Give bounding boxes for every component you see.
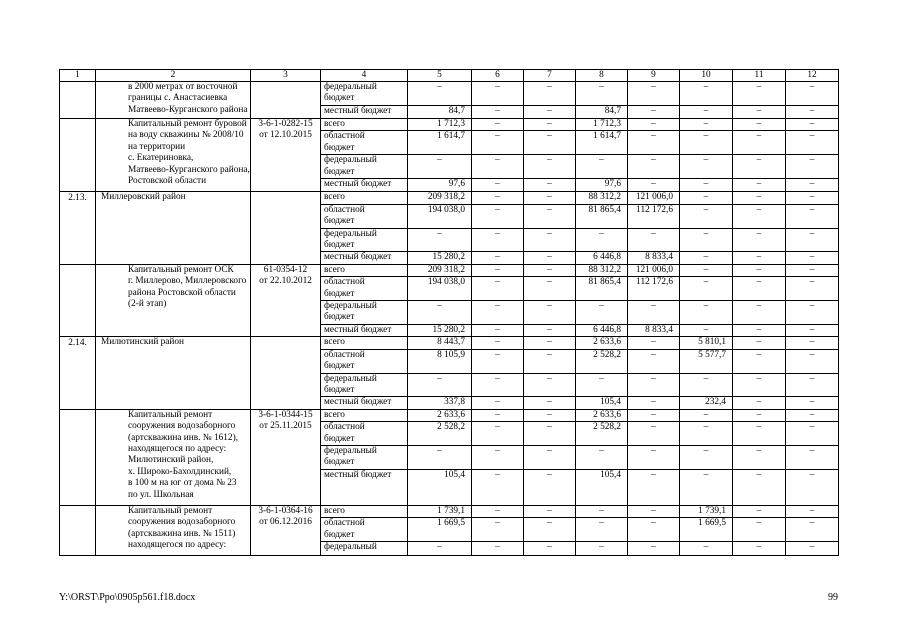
item-number-cell: [60, 409, 96, 505]
table-row: [60, 409, 839, 421]
amount-cell: –: [524, 542, 576, 556]
amount-cell: –: [472, 192, 524, 204]
column-header: 12: [786, 70, 839, 82]
amount-cell: –: [524, 192, 576, 204]
amount-cell: 232,4: [680, 397, 733, 409]
amount-cell: –: [680, 131, 733, 155]
amount-cell: –: [472, 445, 524, 469]
amount-cell: 2 633,6: [576, 409, 628, 421]
amount-cell: –: [524, 397, 576, 409]
amount-cell: –: [524, 422, 576, 446]
funding-source-cell: всего: [321, 192, 408, 204]
amount-cell: –: [786, 324, 839, 336]
amount-cell: –: [524, 373, 576, 397]
amount-cell: –: [472, 518, 524, 542]
amount-cell: –: [680, 179, 733, 192]
amount-cell: 105,4: [408, 469, 472, 505]
amount-cell: 1 614,7: [576, 131, 628, 155]
amount-cell: –: [472, 422, 524, 446]
amount-cell: –: [628, 179, 680, 192]
amount-cell: –: [524, 228, 576, 252]
amount-cell: 2 528,2: [408, 422, 472, 446]
amount-cell: –: [576, 542, 628, 556]
amount-cell: –: [576, 373, 628, 397]
table-row: [60, 82, 839, 106]
amount-cell: 1 739,1: [680, 505, 733, 517]
amount-cell: –: [733, 192, 786, 204]
item-number-cell: [60, 505, 96, 555]
amount-cell: 1 614,7: [408, 131, 472, 155]
amount-cell: –: [408, 82, 472, 106]
amount-cell: –: [472, 228, 524, 252]
amount-cell: –: [576, 445, 628, 469]
amount-cell: –: [472, 179, 524, 192]
amount-cell: –: [786, 204, 839, 228]
item-number-cell: 2.13.: [60, 192, 96, 264]
amount-cell: –: [733, 155, 786, 179]
amount-cell: –: [786, 301, 839, 325]
amount-cell: –: [628, 82, 680, 106]
amount-cell: –: [733, 422, 786, 446]
column-header: 9: [628, 70, 680, 82]
object-name-cell: Капитальный ремонт сооружения водозаборного (артскважина инв. № 1511) находящегося по адресу:: [96, 505, 251, 555]
amount-cell: –: [786, 505, 839, 517]
amount-cell: 8 443,7: [408, 337, 472, 349]
page-number: 99: [828, 592, 838, 603]
amount-cell: –: [524, 131, 576, 155]
budget-table: [59, 69, 839, 556]
amount-cell: 84,7: [576, 105, 628, 118]
amount-cell: –: [524, 518, 576, 542]
amount-cell: –: [628, 422, 680, 446]
funding-source-cell: федеральный бюджет: [321, 82, 408, 106]
amount-cell: –: [628, 505, 680, 517]
amount-cell: –: [472, 252, 524, 264]
amount-cell: –: [680, 409, 733, 421]
amount-cell: –: [733, 264, 786, 276]
amount-cell: –: [786, 469, 839, 505]
amount-cell: –: [524, 105, 576, 118]
amount-cell: –: [733, 277, 786, 301]
funding-source-cell: федеральный бюджет: [321, 373, 408, 397]
amount-cell: 5 577,7: [680, 349, 733, 373]
funding-source-cell: федеральный бюджет: [321, 228, 408, 252]
amount-cell: –: [628, 397, 680, 409]
amount-cell: –: [628, 337, 680, 349]
column-header: 4: [321, 70, 408, 82]
column-header: 1: [60, 70, 96, 82]
amount-cell: –: [408, 155, 472, 179]
amount-cell: 6 446,8: [576, 324, 628, 336]
amount-cell: –: [786, 82, 839, 106]
document-cell: [251, 337, 321, 409]
amount-cell: –: [733, 542, 786, 556]
funding-source-cell: местный бюджет: [321, 105, 408, 118]
amount-cell: –: [524, 505, 576, 517]
amount-cell: –: [472, 373, 524, 397]
funding-source-cell: областной бюджет: [321, 277, 408, 301]
amount-cell: –: [472, 397, 524, 409]
amount-cell: 1 669,5: [408, 518, 472, 542]
amount-cell: –: [680, 252, 733, 264]
column-header: 6: [472, 70, 524, 82]
document-cell: [251, 82, 321, 119]
funding-source-cell: федеральный бюджет: [321, 445, 408, 469]
amount-cell: –: [680, 301, 733, 325]
amount-cell: –: [628, 301, 680, 325]
amount-cell: –: [472, 409, 524, 421]
amount-cell: 6 446,8: [576, 252, 628, 264]
funding-source-cell: местный бюджет: [321, 324, 408, 336]
amount-cell: –: [733, 397, 786, 409]
column-header: 11: [733, 70, 786, 82]
amount-cell: 121 006,0: [628, 264, 680, 276]
amount-cell: –: [786, 131, 839, 155]
document-cell: [251, 192, 321, 264]
amount-cell: 194 038,0: [408, 277, 472, 301]
amount-cell: 1 669,5: [680, 518, 733, 542]
document-cell: 61-0354-12 от 22.10.2012: [251, 264, 321, 336]
amount-cell: –: [472, 542, 524, 556]
object-name-cell: Милютинский район: [96, 337, 251, 409]
amount-cell: –: [786, 179, 839, 192]
amount-cell: –: [628, 542, 680, 556]
amount-cell: 2 633,6: [576, 337, 628, 349]
amount-cell: –: [576, 518, 628, 542]
amount-cell: –: [524, 324, 576, 336]
amount-cell: –: [472, 469, 524, 505]
table-row: [60, 192, 839, 204]
amount-cell: –: [733, 349, 786, 373]
amount-cell: –: [524, 264, 576, 276]
amount-cell: –: [472, 505, 524, 517]
amount-cell: –: [733, 445, 786, 469]
amount-cell: 194 038,0: [408, 204, 472, 228]
amount-cell: 97,6: [408, 179, 472, 192]
amount-cell: 15 280,2: [408, 324, 472, 336]
funding-source-cell: всего: [321, 337, 408, 349]
amount-cell: 105,4: [576, 397, 628, 409]
funding-source-cell: всего: [321, 409, 408, 421]
amount-cell: –: [680, 324, 733, 336]
amount-cell: –: [733, 82, 786, 106]
funding-source-cell: областной бюджет: [321, 349, 408, 373]
amount-cell: –: [472, 105, 524, 118]
amount-cell: –: [472, 82, 524, 106]
amount-cell: –: [628, 119, 680, 131]
amount-cell: –: [680, 445, 733, 469]
amount-cell: –: [733, 252, 786, 264]
table-body: [60, 82, 839, 556]
column-header: 5: [408, 70, 472, 82]
amount-cell: –: [408, 542, 472, 556]
table-row: [60, 119, 839, 131]
amount-cell: 112 172,6: [628, 277, 680, 301]
funding-source-cell: местный бюджет: [321, 397, 408, 409]
object-name-cell: Капитальный ремонт сооружения водозаборного (артскважина инв. № 1612), находящегося по адресу: Милютинский район, х. Широко-Бахолдинский, в 100 м на юг от дома № 23 по ул. Школьная: [96, 409, 251, 505]
amount-cell: –: [628, 131, 680, 155]
amount-cell: –: [524, 204, 576, 228]
document-cell: 3-6-1-0364-16 от 06.12.2016: [251, 505, 321, 555]
amount-cell: –: [680, 82, 733, 106]
amount-cell: –: [733, 228, 786, 252]
amount-cell: –: [680, 373, 733, 397]
amount-cell: –: [680, 264, 733, 276]
amount-cell: 209 318,2: [408, 264, 472, 276]
amount-cell: –: [524, 337, 576, 349]
item-number-cell: 2.14.: [60, 337, 96, 409]
amount-cell: –: [733, 373, 786, 397]
amount-cell: 97,6: [576, 179, 628, 192]
table-row: [60, 264, 839, 276]
column-header: 10: [680, 70, 733, 82]
amount-cell: 2 528,2: [576, 422, 628, 446]
amount-cell: –: [786, 252, 839, 264]
funding-source-cell: областной бюджет: [321, 518, 408, 542]
amount-cell: –: [408, 373, 472, 397]
funding-source-cell: местный бюджет: [321, 469, 408, 505]
amount-cell: –: [524, 179, 576, 192]
amount-cell: –: [733, 518, 786, 542]
amount-cell: –: [733, 131, 786, 155]
amount-cell: –: [524, 469, 576, 505]
amount-cell: –: [786, 373, 839, 397]
amount-cell: –: [733, 204, 786, 228]
amount-cell: –: [786, 409, 839, 421]
amount-cell: –: [472, 301, 524, 325]
amount-cell: –: [628, 155, 680, 179]
funding-source-cell: всего: [321, 264, 408, 276]
amount-cell: –: [524, 119, 576, 131]
amount-cell: –: [786, 228, 839, 252]
amount-cell: 88 312,2: [576, 264, 628, 276]
amount-cell: –: [408, 228, 472, 252]
funding-source-cell: местный бюджет: [321, 179, 408, 192]
amount-cell: –: [680, 277, 733, 301]
amount-cell: –: [524, 409, 576, 421]
amount-cell: –: [576, 301, 628, 325]
amount-cell: –: [786, 277, 839, 301]
amount-cell: 209 318,2: [408, 192, 472, 204]
amount-cell: –: [786, 264, 839, 276]
amount-cell: –: [786, 518, 839, 542]
amount-cell: 112 172,6: [628, 204, 680, 228]
amount-cell: 121 006,0: [628, 192, 680, 204]
amount-cell: 1 712,3: [408, 119, 472, 131]
amount-cell: 105,4: [576, 469, 628, 505]
amount-cell: –: [786, 192, 839, 204]
funding-source-cell: федеральный бюджет: [321, 301, 408, 325]
funding-source-cell: областной бюджет: [321, 422, 408, 446]
amount-cell: –: [680, 105, 733, 118]
amount-cell: –: [524, 349, 576, 373]
column-header: 2: [96, 70, 251, 82]
funding-source-cell: всего: [321, 505, 408, 517]
document-cell: 3-6-1-0344-15 от 25.11.2015: [251, 409, 321, 505]
amount-cell: –: [576, 505, 628, 517]
amount-cell: –: [628, 373, 680, 397]
amount-cell: –: [680, 192, 733, 204]
item-number-cell: [60, 264, 96, 336]
amount-cell: –: [408, 445, 472, 469]
amount-cell: –: [786, 155, 839, 179]
amount-cell: –: [524, 445, 576, 469]
table-header: [60, 70, 839, 82]
amount-cell: –: [786, 349, 839, 373]
file-path: Y:\ORST\Ppo\0905p561.f18.docx: [59, 592, 196, 603]
amount-cell: –: [786, 397, 839, 409]
amount-cell: –: [576, 82, 628, 106]
amount-cell: –: [680, 469, 733, 505]
column-header: 3: [251, 70, 321, 82]
amount-cell: 88 312,2: [576, 192, 628, 204]
amount-cell: 84,7: [408, 105, 472, 118]
amount-cell: –: [472, 264, 524, 276]
object-name-cell: Миллеровский район: [96, 192, 251, 264]
object-name-cell: в 2000 метрах от восточной границы с. Анастасиевка Матвеево-Курганского района: [96, 82, 251, 119]
amount-cell: –: [733, 469, 786, 505]
amount-cell: –: [786, 542, 839, 556]
amount-cell: 15 280,2: [408, 252, 472, 264]
amount-cell: –: [786, 105, 839, 118]
amount-cell: –: [472, 155, 524, 179]
amount-cell: 2 528,2: [576, 349, 628, 373]
amount-cell: 81 865,4: [576, 277, 628, 301]
amount-cell: –: [472, 119, 524, 131]
amount-cell: 8 105,9: [408, 349, 472, 373]
amount-cell: –: [628, 105, 680, 118]
amount-cell: –: [680, 155, 733, 179]
funding-source-cell: областной бюджет: [321, 131, 408, 155]
amount-cell: –: [524, 301, 576, 325]
funding-source-cell: федеральный: [321, 542, 408, 556]
amount-cell: –: [733, 179, 786, 192]
amount-cell: –: [680, 542, 733, 556]
amount-cell: 337,8: [408, 397, 472, 409]
amount-cell: 8 833,4: [628, 252, 680, 264]
amount-cell: –: [628, 469, 680, 505]
amount-cell: –: [680, 228, 733, 252]
amount-cell: –: [733, 324, 786, 336]
funding-source-cell: областной бюджет: [321, 204, 408, 228]
amount-cell: –: [408, 301, 472, 325]
amount-cell: –: [576, 228, 628, 252]
amount-cell: –: [524, 252, 576, 264]
amount-cell: –: [733, 119, 786, 131]
object-name-cell: Капитальный ремонт буровой на воду скважины № 2008/10 на территории с. Екатериновка, Матвеево-Курганского района, Ростовской области: [96, 119, 251, 192]
amount-cell: 1 712,3: [576, 119, 628, 131]
amount-cell: –: [680, 204, 733, 228]
amount-cell: –: [733, 505, 786, 517]
amount-cell: –: [733, 105, 786, 118]
amount-cell: –: [524, 155, 576, 179]
column-header: 7: [524, 70, 576, 82]
amount-cell: 1 739,1: [408, 505, 472, 517]
amount-cell: –: [733, 409, 786, 421]
table-row: [60, 337, 839, 349]
amount-cell: –: [472, 131, 524, 155]
amount-cell: –: [472, 277, 524, 301]
funding-source-cell: федеральный бюджет: [321, 155, 408, 179]
table-row: [60, 505, 839, 517]
item-number-cell: [60, 82, 96, 119]
amount-cell: 2 633,6: [408, 409, 472, 421]
amount-cell: –: [628, 349, 680, 373]
amount-cell: –: [733, 301, 786, 325]
amount-cell: –: [733, 337, 786, 349]
amount-cell: 81 865,4: [576, 204, 628, 228]
amount-cell: –: [786, 337, 839, 349]
amount-cell: –: [628, 228, 680, 252]
amount-cell: –: [680, 119, 733, 131]
amount-cell: 8 833,4: [628, 324, 680, 336]
funding-source-cell: всего: [321, 119, 408, 131]
item-number-cell: [60, 119, 96, 192]
amount-cell: –: [628, 445, 680, 469]
amount-cell: –: [786, 445, 839, 469]
column-header: 8: [576, 70, 628, 82]
amount-cell: –: [472, 349, 524, 373]
amount-cell: –: [628, 409, 680, 421]
object-name-cell: Капитальный ремонт ОСК г. Миллерово, Миллеровского района Ростовской области (2-й этап): [96, 264, 251, 336]
amount-cell: 5 810,1: [680, 337, 733, 349]
amount-cell: –: [472, 204, 524, 228]
amount-cell: –: [576, 155, 628, 179]
header-row: [60, 70, 839, 82]
amount-cell: –: [524, 277, 576, 301]
amount-cell: –: [680, 422, 733, 446]
funding-source-cell: местный бюджет: [321, 252, 408, 264]
amount-cell: –: [786, 422, 839, 446]
amount-cell: –: [472, 337, 524, 349]
amount-cell: –: [786, 119, 839, 131]
amount-cell: –: [472, 324, 524, 336]
amount-cell: –: [628, 518, 680, 542]
document-cell: 3-6-1-0282-15 от 12.10.2015: [251, 119, 321, 192]
amount-cell: –: [524, 82, 576, 106]
